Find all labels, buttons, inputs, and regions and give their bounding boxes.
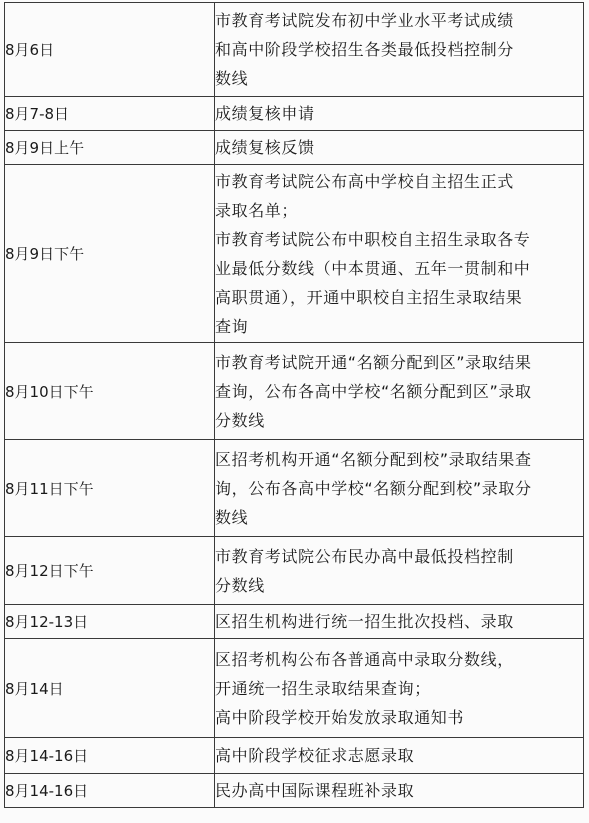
description-cell <box>215 774 584 808</box>
table-row <box>5 165 584 343</box>
description-line: 录取名单； <box>215 200 299 220</box>
description-cell <box>215 165 584 343</box>
description-line: 市教育考试院开通“名额分配到区”录取结果 <box>215 352 532 372</box>
table-row <box>5 97 584 131</box>
date-cell: 8月14-16日 <box>5 774 215 808</box>
description-line: 查询，公布各高中学校“名额分配到区”录取 <box>215 381 532 401</box>
description-cell <box>215 738 584 774</box>
description-line: 数线 <box>215 69 249 88</box>
description-cell <box>215 343 584 440</box>
date-cell: 8月7-8日 <box>5 97 215 131</box>
description-line: 市教育考试院公布高中学校自主招生正式 <box>215 171 514 191</box>
table-row <box>5 440 584 537</box>
description-line: 民办高中国际课程班补录取 <box>215 781 415 800</box>
description-line: 区招考机构公布各普通高中录取分数线， <box>215 649 514 669</box>
date-cell: 8月12日下午 <box>5 537 215 605</box>
table-row <box>5 639 584 738</box>
table-row <box>5 605 584 639</box>
table-row <box>5 343 584 440</box>
description-line: 市教育考试院公布中职校自主招生录取各专 <box>215 229 531 249</box>
description-cell <box>215 639 584 738</box>
date-cell: 8月14-16日 <box>5 738 215 774</box>
date-cell: 8月10日下午 <box>5 343 215 440</box>
description-line: 数线 <box>215 507 249 527</box>
date-cell: 8月9日下午 <box>5 165 215 343</box>
description-line: 高职贯通），开通中职校自主招生录取结果 <box>215 287 523 307</box>
description-line: 区招考机构开通“名额分配到校”录取结果查 <box>215 449 532 469</box>
description-line: 区招生机构进行统一招生批次投档、录取 <box>215 612 514 631</box>
date-cell: 8月12-13日 <box>5 605 215 639</box>
description-line: 业最低分数线（中本贯通、五年一贯制和中 <box>215 258 531 278</box>
description-line: 和高中阶段学校招生各类最低投档控制分 <box>215 40 514 59</box>
description-line: 开通统一招生录取结果查询； <box>215 678 431 698</box>
table-row <box>5 537 584 605</box>
table-row <box>5 738 584 774</box>
date-cell: 8月14日 <box>5 639 215 738</box>
date-cell: 8月11日下午 <box>5 440 215 537</box>
description-line: 市教育考试院公布民办高中最低投档控制 <box>215 546 514 566</box>
description-line: 询，公布各高中学校“名额分配到校”录取分 <box>215 478 532 498</box>
admission-schedule-table <box>4 2 584 808</box>
description-cell <box>215 537 584 605</box>
description-cell <box>215 131 584 165</box>
description-cell <box>215 97 584 131</box>
description-line: 分数线 <box>215 575 265 595</box>
description-cell <box>215 440 584 537</box>
date-cell: 8月6日 <box>5 3 215 97</box>
date-cell: 8月9日上午 <box>5 131 215 165</box>
description-line: 高中阶段学校征求志愿录取 <box>215 746 415 765</box>
description-line: 市教育考试院发布初中学业水平考试成绩 <box>215 11 514 30</box>
table-row <box>5 3 584 97</box>
description-line: 成绩复核反馈 <box>215 138 315 157</box>
description-cell <box>215 3 584 97</box>
description-cell <box>215 605 584 639</box>
description-line: 成绩复核申请 <box>215 104 315 123</box>
description-line: 查询 <box>215 316 249 336</box>
description-line: 分数线 <box>215 410 265 430</box>
table-row <box>5 774 584 808</box>
table-row <box>5 131 584 165</box>
description-line: 高中阶段学校开始发放录取通知书 <box>215 707 465 727</box>
